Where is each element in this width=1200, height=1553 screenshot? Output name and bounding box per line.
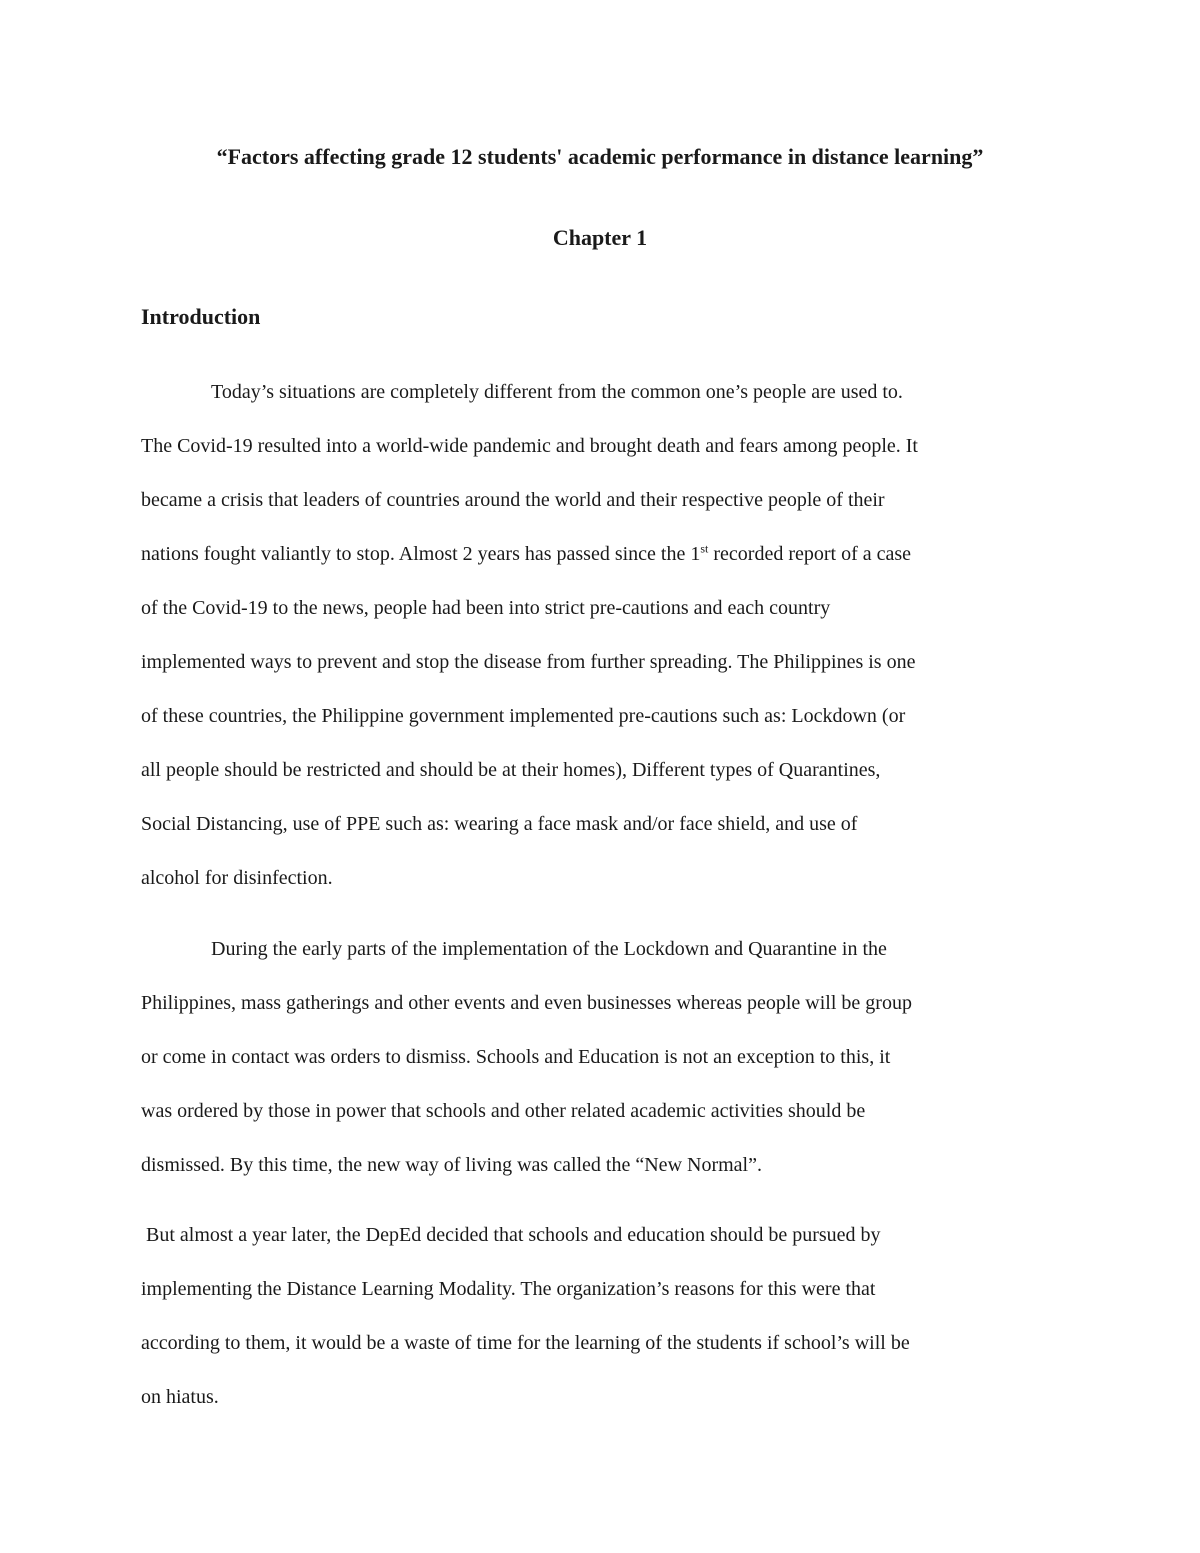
paragraph-line: of the Covid-19 to the news, people had been into strict pre-cautions and each country xyxy=(141,597,831,619)
paragraph-line: of these countries, the Philippine government implemented pre-cautions such as: Lockdown (or xyxy=(141,705,906,727)
paragraph-line xyxy=(141,527,1061,581)
paragraph-line: was ordered by those in power that schools and other related academic activities should be xyxy=(141,1100,866,1122)
paragraph-line: all people should be restricted and should be at their homes), Different types of Quarantines, xyxy=(141,759,881,781)
ordinal-superscript: st xyxy=(700,541,709,556)
paragraph-line: or come in contact was orders to dismiss. Schools and Education is not an exception to this, it xyxy=(141,1046,891,1068)
paragraph-line: Social Distancing, use of PPE such as: wearing a face mask and/or face shield, and use of xyxy=(141,813,858,835)
paragraph-line: according to them, it would be a waste of time for the learning of the students if school’s will be xyxy=(141,1332,910,1354)
paragraph-line: Today’s situations are completely different from the common one’s people are used to. xyxy=(211,381,903,403)
paragraph-3 xyxy=(141,1208,1061,1424)
paragraph-line: But almost a year later, the DepEd decided that schools and education should be pursued by xyxy=(141,1224,881,1246)
paragraph-line: on hiatus. xyxy=(141,1386,219,1408)
paragraph-line: implementing the Distance Learning Modality. The organization’s reasons for this were that xyxy=(141,1278,876,1300)
paragraph-line: Philippines, mass gatherings and other events and even businesses whereas people will be group xyxy=(141,992,912,1014)
section-heading-introduction: Introduction xyxy=(141,304,261,329)
paragraph-line: implemented ways to prevent and stop the disease from further spreading. The Philippines is one xyxy=(141,651,916,673)
paragraph-line: dismissed. By this time, the new way of living was called the “New Normal”. xyxy=(141,1154,762,1176)
paragraph-1 xyxy=(141,365,1061,905)
paragraph-line: The Covid-19 resulted into a world-wide pandemic and brought death and fears among people. It xyxy=(141,435,918,457)
line-text: nations fought valiantly to stop. Almost 2 years has passed since the 1 xyxy=(141,543,701,565)
line-text: recorded report of a case xyxy=(708,543,912,565)
paragraph-line: became a crisis that leaders of countries around the world and their respective people of their xyxy=(141,489,885,511)
paragraph-line: During the early parts of the implementation of the Lockdown and Quarantine in the xyxy=(211,938,887,960)
paragraph-line: alcohol for disinfection. xyxy=(141,867,333,889)
paragraph-2 xyxy=(141,922,1061,1192)
chapter-heading: Chapter 1 xyxy=(552,225,648,250)
document-title: “Factors affecting grade 12 students' academic performance in distance learning” xyxy=(216,144,984,169)
